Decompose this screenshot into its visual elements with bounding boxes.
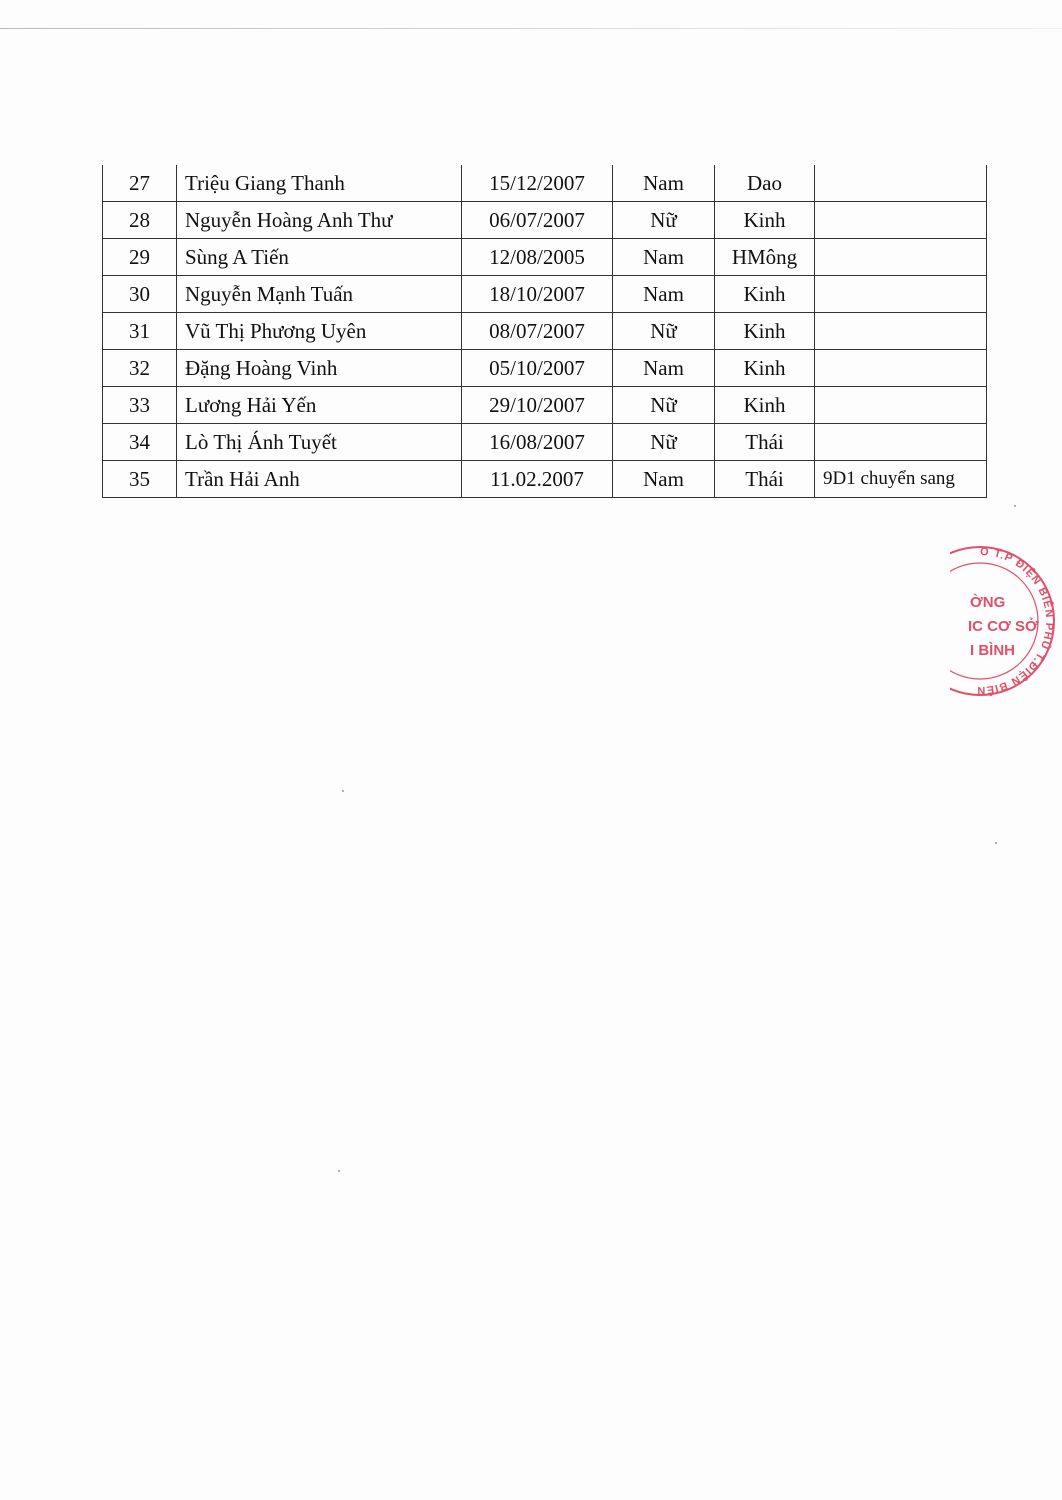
cell-ethnicity: Dao (715, 165, 815, 202)
cell-sex: Nữ (613, 202, 715, 239)
cell-sex: Nam (613, 461, 715, 498)
cell-sex: Nam (613, 276, 715, 313)
cell-note (815, 165, 987, 202)
table-row (103, 424, 987, 461)
cell-ethnicity: Thái (715, 424, 815, 461)
cell-ethnicity: Kinh (715, 387, 815, 424)
cell-note: 9D1 chuyển sang (815, 461, 987, 498)
cell-stt: 31 (103, 313, 177, 350)
table-row (103, 387, 987, 424)
scan-speck (338, 1170, 340, 1172)
seal-line-1: ỜNG (970, 594, 1006, 611)
cell-stt: 32 (103, 350, 177, 387)
school-seal-stamp (950, 535, 1062, 710)
cell-note (815, 350, 987, 387)
table-row (103, 313, 987, 350)
cell-name: Sùng A Tiến (177, 239, 462, 276)
seal-ring-text: O T.P ĐIỆN BIÊN PHỦ T.ĐIỆN BIÊN (976, 545, 1056, 697)
cell-dob: 18/10/2007 (462, 276, 613, 313)
cell-sex: Nữ (613, 387, 715, 424)
cell-name: Nguyễn Hoàng Anh Thư (177, 202, 462, 239)
seal-graphic (950, 535, 1062, 710)
cell-name: Vũ Thị Phương Uyên (177, 313, 462, 350)
cell-stt: 27 (103, 165, 177, 202)
cell-note (815, 424, 987, 461)
cell-ethnicity: HMông (715, 239, 815, 276)
seal-line-3: I BÌNH (970, 642, 1015, 659)
cell-dob: 11.02.2007 (462, 461, 613, 498)
cell-name: Trần Hải Anh (177, 461, 462, 498)
cell-sex: Nam (613, 165, 715, 202)
cell-name: Triệu Giang Thanh (177, 165, 462, 202)
cell-stt: 29 (103, 239, 177, 276)
cell-ethnicity: Kinh (715, 276, 815, 313)
cell-name: Lò Thị Ánh Tuyết (177, 424, 462, 461)
cell-ethnicity: Kinh (715, 313, 815, 350)
cell-sex: Nữ (613, 313, 715, 350)
cell-stt: 28 (103, 202, 177, 239)
scan-speck (995, 842, 997, 844)
cell-ethnicity: Kinh (715, 202, 815, 239)
table-row (103, 461, 987, 498)
cell-stt: 33 (103, 387, 177, 424)
cell-stt: 34 (103, 424, 177, 461)
cell-name: Nguyễn Mạnh Tuấn (177, 276, 462, 313)
cell-dob: 15/12/2007 (462, 165, 613, 202)
page-top-edge (0, 28, 1062, 29)
cell-dob: 05/10/2007 (462, 350, 613, 387)
cell-note (815, 202, 987, 239)
table-row (103, 202, 987, 239)
cell-ethnicity: Thái (715, 461, 815, 498)
table-row (103, 276, 987, 313)
table-row (103, 239, 987, 276)
cell-dob: 12/08/2005 (462, 239, 613, 276)
cell-sex: Nam (613, 239, 715, 276)
student-rows (103, 165, 987, 498)
cell-dob: 08/07/2007 (462, 313, 613, 350)
cell-note (815, 313, 987, 350)
cell-dob: 16/08/2007 (462, 424, 613, 461)
cell-name: Lương Hải Yến (177, 387, 462, 424)
cell-dob: 06/07/2007 (462, 202, 613, 239)
cell-sex: Nam (613, 350, 715, 387)
cell-ethnicity: Kinh (715, 350, 815, 387)
cell-note (815, 239, 987, 276)
cell-sex: Nữ (613, 424, 715, 461)
cell-stt: 35 (103, 461, 177, 498)
cell-stt: 30 (103, 276, 177, 313)
table-row (103, 350, 987, 387)
scan-speck (1014, 505, 1016, 507)
seal-line-2: IC CƠ SỞ (968, 618, 1038, 635)
cell-note (815, 387, 987, 424)
scan-speck (342, 790, 344, 792)
student-list-table (102, 165, 987, 498)
cell-note (815, 276, 987, 313)
table-row (103, 165, 987, 202)
cell-dob: 29/10/2007 (462, 387, 613, 424)
cell-name: Đặng Hoàng Vinh (177, 350, 462, 387)
